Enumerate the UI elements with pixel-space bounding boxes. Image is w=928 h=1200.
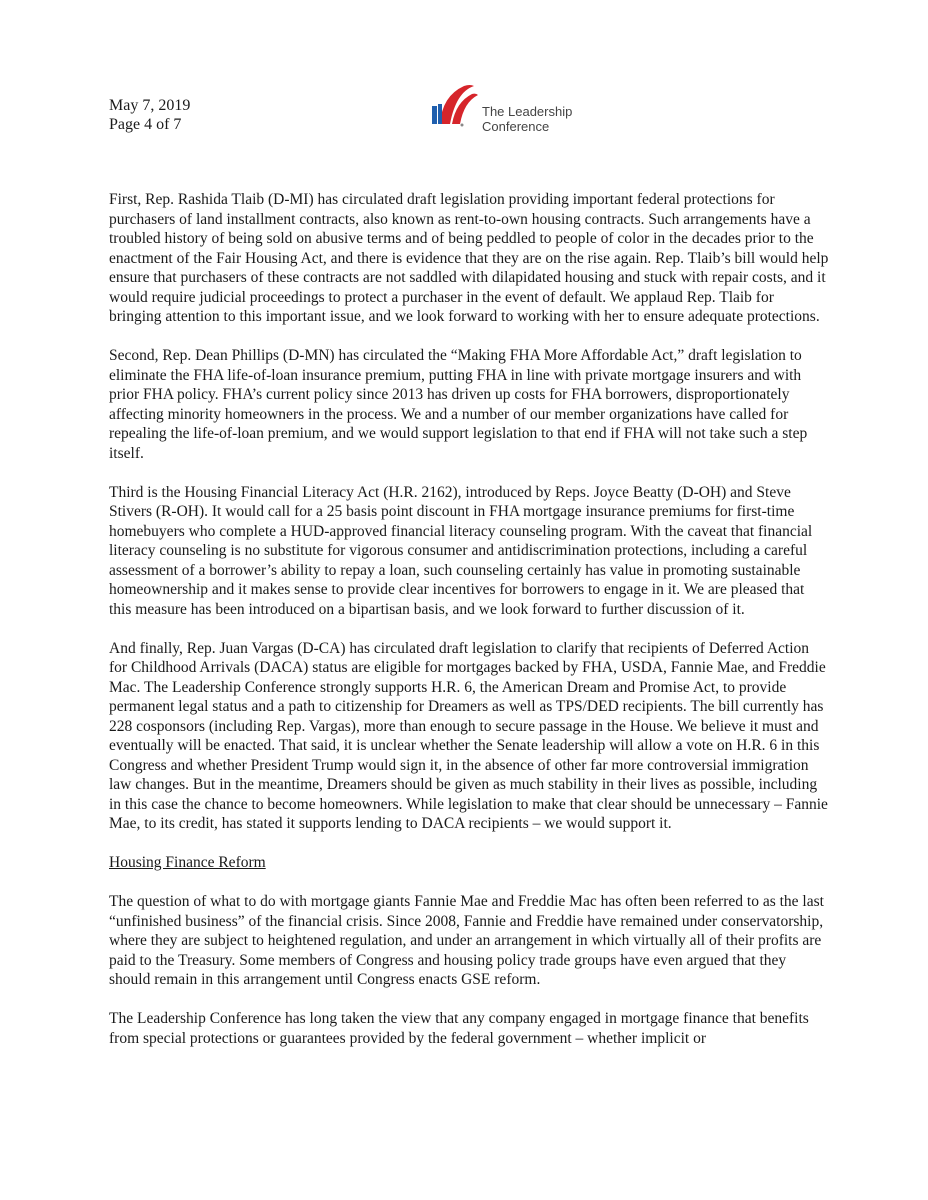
- paragraph-phillips: Second, Rep. Dean Phillips (D-MN) has circulated the “Making FHA More Affordable Act,” draft legislation to eliminate the FHA life-of-loan insurance premium, putting FHA in line with private mortgage insurers and with prior FHA policy. FHA’s current policy since 2013 has driven up costs for FHA borrowers, disproportionately affecting minority homeowners in the process. We and a number of our member organizations have called for repealing the life-of-loan premium, and we would support legislation to that end if FHA will not take such a step itself.: [109, 347, 808, 462]
- page-header-meta: [109, 96, 190, 134]
- logo-name-line2: Conference: [482, 119, 550, 134]
- logo-wordmark: [482, 104, 572, 134]
- torch-swoosh-icon: [426, 74, 482, 138]
- letter-body: [109, 190, 829, 1068]
- page-number: Page 4 of 7: [109, 116, 182, 133]
- paragraph-tlaib: First, Rep. Rashida Tlaib (D-MI) has circulated draft legislation providing important federal protections for purchasers of land installment contracts, also known as rent-to-own housing contracts. Such arrangements have a troubled history of being sold on abusive terms and of being peddled to people of color in the decades prior to the enactment of the Fair Housing Act, and there is evidence that they are on the rise again. Rep. Tlaib’s bill would help ensure that purchasers of these contracts are not saddled with dilapidated housing and stuck with repair costs, and it would require judicial proceedings to protect a purchaser in the event of default. We applaud Rep. Tlaib for bringing attention to this important issue, and we look forward to working with her to ensure adequate protections.: [109, 191, 829, 325]
- letter-date: May 7, 2019: [109, 97, 191, 114]
- paragraph-vargas: And finally, Rep. Juan Vargas (D-CA) has circulated draft legislation to clarify that recipients of Deferred Action for Childhood Arrivals (DACA) status are eligible for mortgages backed by FHA, USDA, Fannie Mae, and Freddie Mac. The Leadership Conference strongly supports H.R. 6, the American Dream and Promise Act, to provide permanent legal status and a path to citizenship for Dreamers as well as TPS/DED recipients. The bill currently has 228 cosponsors (including Rep. Vargas), more than enough to secure passage in the House. We believe it must and eventually will be enacted. That said, it is unclear whether the Senate leadership will allow a vote on H.R. 6 in this Congress and whether President Trump would sign it, in the absence of other far more controversial immigration law changes. But in the meantime, Dreamers should be given as much stability in their lives as possible, including in this case the chance to become homeowners. While legislation to make that clear should be unnecessary – Fannie Mae, to its credit, has stated it supports lending to DACA recipients – we would support it.: [109, 639, 828, 832]
- paragraph-housing-financial-literacy: Third is the Housing Financial Literacy Act (H.R. 2162), introduced by Reps. Joyce Beatty (D-OH) and Steve Stivers (R-OH). It would call for a 25 basis point discount in FHA mortgage insurance premiums for first-time homebuyers who complete a HUD-approved financial literacy counseling program. With the caveat that financial literacy counseling is no substitute for vigorous consumer and antidiscrimination protections, including a careful assessment of a borrower’s ability to repay a loan, such counseling certainly has value in promoting sustainable homeownership and it makes sense to provide clear incentives for borrowers to engage in it. We are pleased that this measure has been introduced on a bipartisan basis, and we look forward to further discussion of it.: [109, 483, 813, 618]
- section-heading-housing-finance-reform: Housing Finance Reform: [109, 854, 266, 871]
- logo-name-line1: The Leadership: [482, 104, 573, 119]
- leadership-conference-logo: [426, 74, 596, 138]
- paragraph-leadership-view: The Leadership Conference has long taken the view that any company engaged in mortgage finance that benefits from special protections or guarantees provided by the federal government – whether implicit or: [109, 1010, 809, 1047]
- paragraph-fannie-freddie: The question of what to do with mortgage giants Fannie Mae and Freddie Mac has often been referred to as the last “unfinished business” of the financial crisis. Since 2008, Fannie and Freddie have remained under conservatorship, where they are subject to heightened regulation, and under an arrangement in which virtually all of their profits are paid to the Treasury. Some members of Congress and housing policy trade groups have even argued that they should remain in this arrangement until Congress enacts GSE reform.: [109, 893, 824, 988]
